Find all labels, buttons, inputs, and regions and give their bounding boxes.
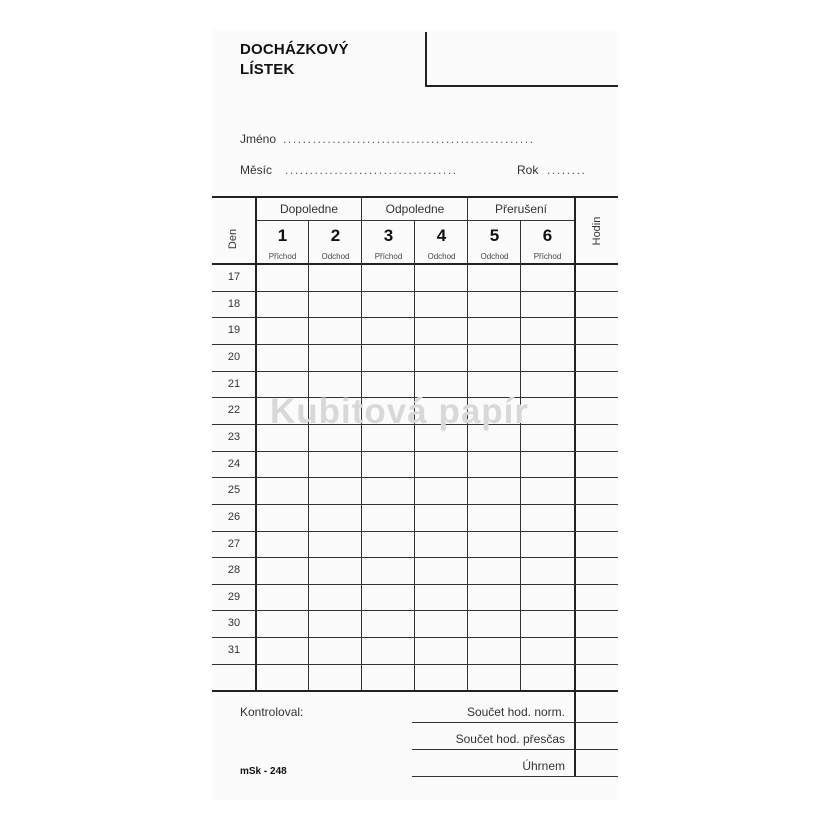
table-row-divider — [212, 637, 618, 638]
day-label: 29 — [227, 590, 241, 603]
table-row-divider — [212, 531, 618, 532]
day-label: 30 — [227, 617, 241, 630]
table-row-divider — [212, 610, 618, 611]
table-row-divider — [212, 317, 618, 318]
hours-column-header: Hodin — [591, 216, 603, 246]
group-header-divider — [256, 220, 575, 221]
column-number-4: 4 — [436, 226, 447, 245]
table-row-divider — [212, 477, 618, 478]
day-label: 22 — [227, 404, 241, 417]
sum-overtime-hours-label: Součet hod. přesčas — [455, 732, 565, 746]
footer-line-total — [412, 776, 618, 777]
table-top-border — [212, 196, 618, 198]
table-row-divider — [212, 557, 618, 558]
table-row-divider — [212, 584, 618, 585]
day-label: 21 — [227, 377, 241, 390]
day-label: 31 — [227, 644, 241, 657]
day-label: 28 — [227, 564, 241, 577]
form-title-line2: LÍSTEK — [240, 61, 295, 78]
column-sub-4: Odchod — [427, 252, 456, 261]
checked-by-label: Kontroloval: — [240, 705, 304, 719]
day-label: 19 — [227, 324, 241, 337]
table-row-divider — [212, 344, 618, 345]
column-divider — [467, 196, 468, 691]
month-field[interactable]: ................................... — [285, 163, 458, 177]
day-label: 24 — [227, 457, 241, 470]
total-label: Úhrnem — [522, 759, 565, 773]
group-header-afternoon: Odpoledne — [385, 202, 445, 216]
column-number-5: 5 — [489, 226, 500, 245]
year-field[interactable]: ........ — [547, 163, 587, 177]
table-row-divider — [212, 451, 618, 452]
table-row-divider — [212, 504, 618, 505]
year-label: Rok — [517, 163, 539, 177]
day-label: 26 — [227, 510, 241, 523]
column-sub-5: Odchod — [480, 252, 509, 261]
day-column-border — [255, 196, 257, 691]
day-label: 18 — [227, 297, 241, 310]
sum-normal-hours-label: Součet hod. norm. — [466, 705, 565, 719]
day-label: 27 — [227, 537, 241, 550]
group-header-morning: Dopoledne — [279, 202, 339, 216]
column-sub-1: Příchod — [268, 252, 297, 261]
stamp-box-bottom-border — [425, 85, 618, 87]
table-bottom-border — [212, 690, 618, 692]
day-column-header: Den — [227, 228, 239, 250]
watermark: Kubitová papír — [270, 392, 530, 431]
footer-line-norm — [412, 722, 618, 723]
day-label: 17 — [227, 271, 241, 283]
name-field[interactable]: ................................................... — [283, 132, 535, 146]
column-number-6: 6 — [542, 226, 553, 245]
header-bottom-border — [212, 263, 618, 265]
table-row-divider — [212, 371, 618, 372]
name-label: Jméno — [240, 132, 277, 146]
column-number-1: 1 — [277, 226, 288, 245]
column-sub-3: Příchod — [374, 252, 403, 261]
table-row-divider — [212, 291, 618, 292]
column-number-3: 3 — [383, 226, 394, 245]
form-title-line1: DOCHÁZKOVÝ — [240, 41, 349, 58]
day-label: 25 — [227, 484, 241, 497]
column-number-2: 2 — [330, 226, 341, 245]
table-row-divider — [212, 664, 618, 665]
footer-line-overtime — [412, 749, 618, 750]
day-label: 23 — [227, 430, 241, 443]
column-sub-2: Odchod — [321, 252, 350, 261]
form-code: mSk - 248 — [240, 766, 287, 777]
column-divider — [361, 196, 362, 691]
month-label: Měsíc — [240, 163, 273, 177]
column-sub-6: Příchod — [533, 252, 562, 261]
day-label: 20 — [227, 350, 241, 363]
group-header-break: Přerušení — [494, 202, 548, 216]
stamp-box-left-border — [425, 32, 427, 86]
